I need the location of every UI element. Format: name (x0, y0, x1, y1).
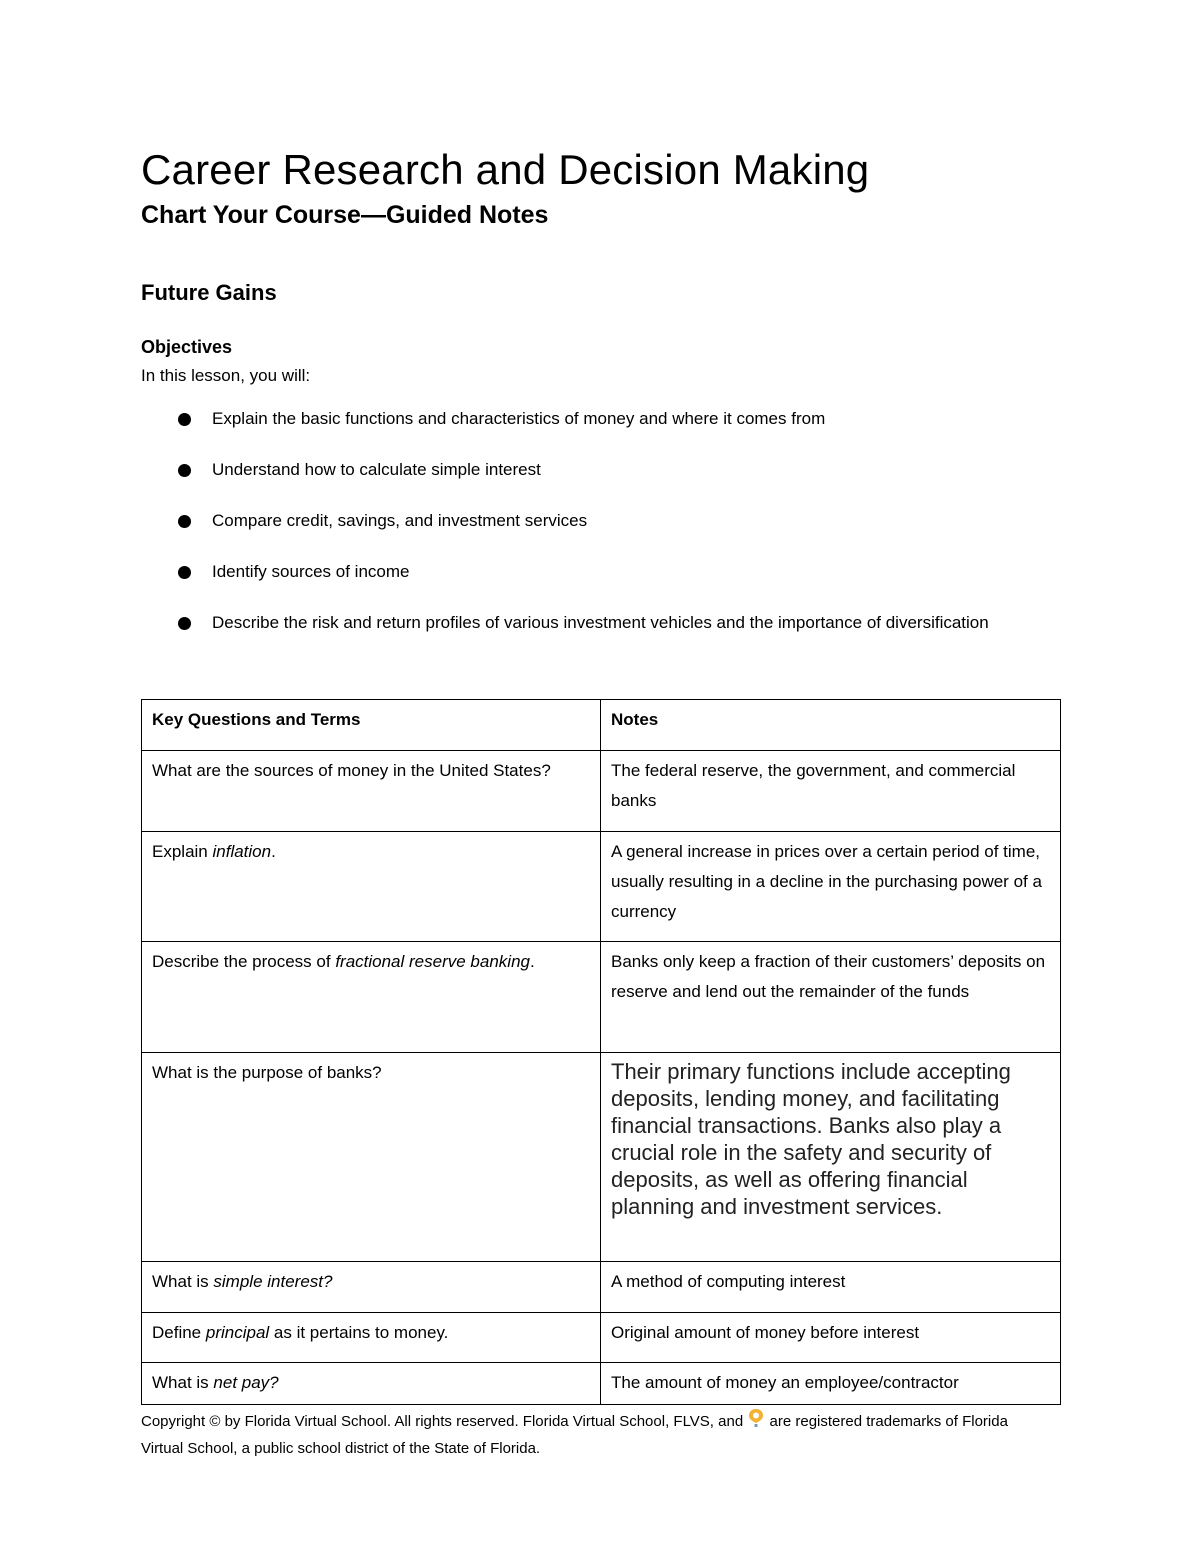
table-row (142, 1363, 1061, 1405)
question-cell (142, 1363, 601, 1405)
objective-text: Identify sources of income (212, 562, 410, 581)
copyright-text: Copyright © by Florida Virtual School. All rights reserved. Florida Virtual School, FLVS, and (141, 1413, 748, 1430)
objective-item (176, 400, 1026, 437)
notes-cell[interactable]: Banks only keep a fraction of their customers’ deposits on reserve and lend out the remainder of the funds (601, 942, 1061, 1053)
bullet-icon (178, 413, 191, 426)
lesson-heading: Future Gains (141, 280, 277, 305)
table-row (142, 832, 1061, 942)
bullet-icon (178, 617, 191, 630)
question-text-end: . (271, 842, 276, 861)
column-header-notes: Notes (601, 700, 1061, 751)
question-cell (142, 751, 601, 832)
copyright-text-end: are registered trademarks of Florida Virtual School, a public school district of the State of Florida. (141, 1413, 1008, 1457)
question-text-end: . (529, 952, 535, 971)
question-cell (142, 942, 601, 1053)
objective-item (176, 553, 1026, 590)
copyright-footer (141, 1408, 1041, 1462)
table-row (142, 1313, 1061, 1363)
objective-item (176, 451, 1026, 488)
question-text: Describe the process of (152, 952, 336, 971)
table-row (142, 942, 1061, 1053)
notes-cell[interactable]: Original amount of money before interest (601, 1313, 1061, 1363)
question-text: What is (152, 1373, 214, 1392)
table-row (142, 751, 1061, 832)
page-subtitle: Chart Your Course—Guided Notes (141, 201, 549, 229)
question-text: What is the purpose of banks? (152, 1063, 382, 1082)
question-term: fractional reserve banking (335, 952, 530, 971)
bullet-icon (178, 464, 191, 477)
question-term: simple interest? (213, 1272, 333, 1291)
question-cell (142, 1053, 601, 1262)
question-term: inflation (212, 842, 272, 861)
notes-cell[interactable]: A method of computing interest (601, 1262, 1061, 1313)
table-header-row (142, 700, 1061, 751)
objective-text: Explain the basic functions and characteristics of money and where it comes from (212, 409, 826, 428)
objective-item (176, 604, 1026, 641)
question-cell (142, 1313, 601, 1363)
guided-notes-table (141, 699, 1061, 1405)
bullet-icon (178, 566, 191, 579)
question-term: net pay? (213, 1373, 279, 1392)
objectives-intro: In this lesson, you will: (141, 366, 311, 385)
question-cell (142, 1262, 601, 1313)
question-text: What are the sources of money in the United States? (152, 761, 551, 780)
notes-cell[interactable]: Their primary functions include accepting deposits, lending money, and facilitating financial transactions. Banks also play a crucial role in the safety and security of deposits, as well as offering financial planning and investment services. (601, 1053, 1061, 1262)
column-header-questions: Key Questions and Terms (142, 700, 601, 751)
table-row (142, 1262, 1061, 1313)
question-text: Explain (152, 842, 213, 861)
objectives-heading: Objectives (141, 337, 233, 357)
objectives-list (176, 400, 1026, 655)
objective-text: Compare credit, savings, and investment services (212, 511, 588, 530)
question-text: Define (152, 1323, 206, 1342)
question-cell (142, 832, 601, 942)
flvs-logo-icon (748, 1408, 764, 1428)
bullet-icon (178, 515, 191, 528)
objective-text: Understand how to calculate simple interest (212, 460, 541, 479)
page-title: Career Research and Decision Making (141, 146, 870, 193)
question-term: principal (205, 1323, 270, 1342)
notes-cell[interactable]: The amount of money an employee/contractor (601, 1363, 1061, 1405)
question-text-end: as it pertains to money. (269, 1323, 449, 1342)
objective-item (176, 502, 1026, 539)
notes-cell[interactable]: The federal reserve, the government, and commercial banks (601, 751, 1061, 832)
objective-text: Describe the risk and return profiles of various investment vehicles and the importance of diversification (212, 613, 989, 632)
table-row (142, 1053, 1061, 1262)
question-text: What is (152, 1272, 214, 1291)
notes-cell[interactable]: A general increase in prices over a certain period of time, usually resulting in a decline in the purchasing power of a currency (601, 832, 1061, 942)
